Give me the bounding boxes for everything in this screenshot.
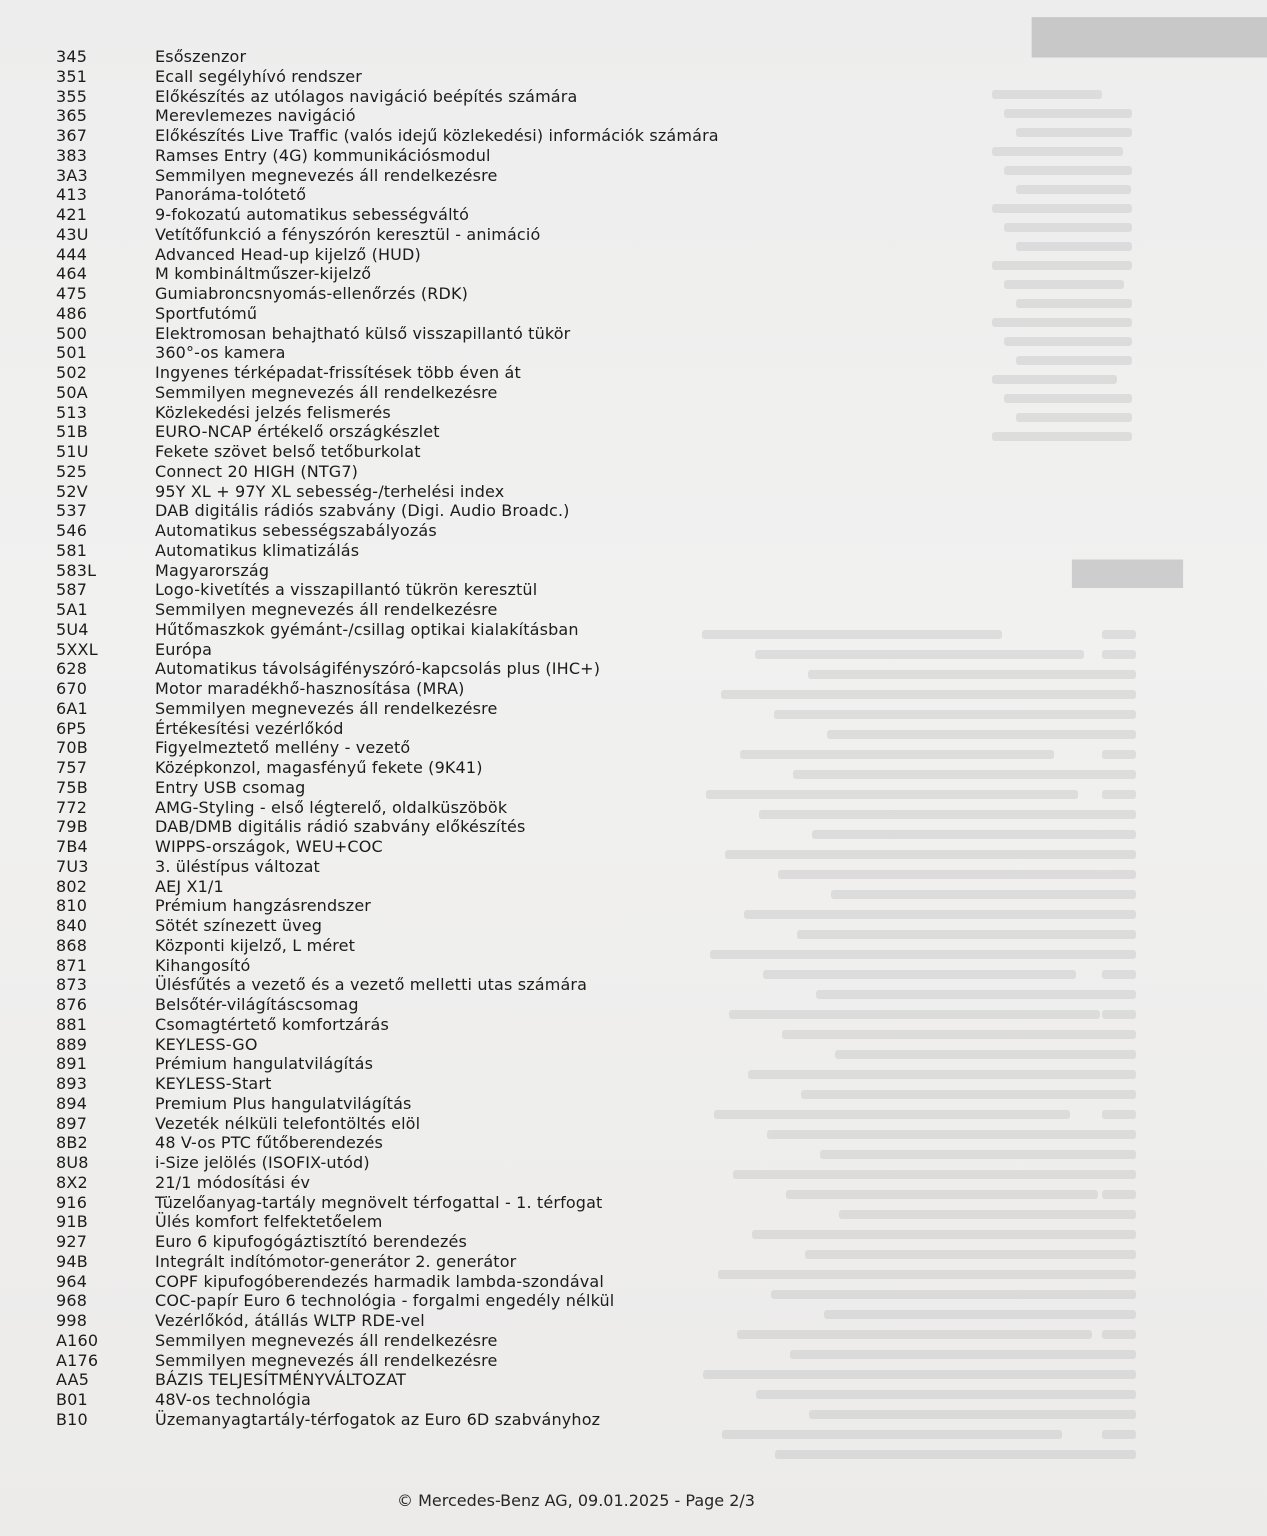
option-description: DAB/DMB digitális rádió szabvány előkészítés [155,817,526,837]
option-code: 670 [56,679,88,698]
option-row [0,442,1152,462]
option-description: Semmilyen megnevezés áll rendelkezésre [155,1330,498,1350]
option-code: 6A1 [56,698,88,718]
option-code: 365 [56,106,88,126]
option-code: 75B [56,777,88,797]
option-description: Közlekedési jelzés felismerés [155,402,391,422]
option-code: 475 [56,284,88,303]
option-code: 587 [56,580,88,600]
option-description: Előkészítés Live Traffic (valós idejű közlekedési) információk számára [155,126,719,145]
option-description: 48V-os technológia [155,1390,311,1409]
option-row [0,264,1152,284]
option-row [0,146,1152,166]
option-row [0,738,1152,758]
show-through-line [775,1450,1132,1459]
option-row [0,916,1152,936]
option-row [0,679,1152,699]
option-row [0,640,1152,660]
option-row [0,225,1152,245]
option-row [0,1291,1152,1311]
show-through-line [722,1430,1062,1439]
option-row [0,956,1152,976]
option-description: Entry USB csomag [155,777,306,797]
option-row [0,501,1152,521]
option-description: Előkészítés az utólagos navigáció beépítés számára [155,86,578,106]
option-description: Ramses Entry (4G) kommunikációsmodul [155,145,491,165]
option-description: Vezeték nélküli telefontöltés elöl [155,1113,421,1133]
option-description: Connect 20 HIGH (NTG7) [155,461,359,481]
option-row [0,422,1152,442]
option-description: DAB digitális rádiós szabvány (Digi. Audio Broadc.) [155,501,570,521]
option-code: 8B2 [56,1133,88,1153]
option-description: Ingyenes térképadat-frissítések több éven át [155,363,521,382]
option-code: 513 [56,402,88,422]
option-code: 871 [56,955,88,975]
option-code: 464 [56,264,88,284]
option-row [0,1252,1152,1272]
option-code: AA5 [56,1370,90,1390]
option-row [0,1212,1152,1232]
option-description: 360°-os kamera [155,343,286,363]
option-row [0,699,1152,719]
option-code: 79B [56,817,88,837]
option-description: Semmilyen megnevezés áll rendelkezésre [155,1350,498,1370]
option-code: 876 [56,995,88,1014]
option-description: Advanced Head-up kijelző (HUD) [155,244,421,264]
option-code: 8U8 [56,1153,89,1172]
option-description: Középkonzol, magasfényű fekete (9K41) [155,758,483,777]
option-row [0,877,1152,897]
option-code: 998 [56,1311,88,1330]
option-description: Belsőtér-világításcsomag [155,995,359,1014]
option-description: M kombináltműszer-kijelző [155,264,372,284]
option-row [0,837,1152,857]
option-code: 840 [56,916,88,935]
option-row [0,245,1152,265]
option-description: Semmilyen megnevezés áll rendelkezésre [155,600,498,619]
option-code: 6P5 [56,718,87,738]
option-description: COPF kipufogóberendezés harmadik lambda-szondával [155,1271,604,1291]
option-description: Prémium hangzásrendszer [155,896,372,916]
option-row [0,87,1152,107]
option-description: Merevlemezes navigáció [155,106,356,126]
option-description: Tüzelőanyag-tartály megnövelt térfogattal - 1. térfogat [155,1192,603,1212]
option-description: i-Size jelölés (ISOFIX-utód) [155,1153,370,1172]
option-code: 897 [56,1113,88,1133]
option-code: 894 [56,1093,88,1113]
show-through-code [1102,1430,1136,1439]
option-description: Ecall segélyhívó rendszer [155,66,362,86]
option-description: Ülésfűtés a vezető és a vezető melletti utas számára [155,975,588,995]
option-description: Vezérlőkód, átállás WLTP RDE-vel [155,1311,425,1330]
option-description: Semmilyen megnevezés áll rendelkezésre [155,165,498,185]
option-row [0,975,1152,995]
option-row [0,659,1152,679]
option-row [0,1015,1152,1035]
option-code: 628 [56,659,88,679]
option-row [0,758,1152,778]
option-code: 968 [56,1291,88,1311]
option-row [0,857,1152,877]
option-description: Elektromosan behajtható külső visszapillantó tükör [155,323,571,343]
option-code: 91B [56,1212,88,1232]
option-row [0,126,1152,146]
option-code: 537 [56,501,88,521]
option-description: Kihangosító [155,955,251,975]
option-code: 413 [56,185,88,205]
option-row [0,580,1152,600]
option-code: 94B [56,1251,88,1271]
option-code: 525 [56,461,88,481]
option-row [0,166,1152,186]
option-code: 964 [56,1271,88,1291]
option-code: 43U [56,224,89,244]
option-code: 873 [56,975,88,995]
option-description: Logo-kivetítés a visszapillantó tükrön keresztül [155,580,538,600]
option-description: Premium Plus hangulatvilágítás [155,1093,412,1113]
option-row [0,1370,1152,1390]
option-code: 70B [56,738,88,758]
option-row [0,363,1152,383]
option-code: 367 [56,126,88,145]
option-code: 581 [56,540,88,560]
option-code: 802 [56,876,88,896]
option-description: 3. üléstípus változat [155,856,320,876]
option-description: KEYLESS-GO [155,1034,258,1054]
option-code: 51U [56,442,89,461]
option-description: Magyarország [155,560,270,580]
option-row [0,1114,1152,1134]
option-row [0,462,1152,482]
option-description: KEYLESS-Start [155,1074,272,1093]
option-code: 7U3 [56,856,89,876]
option-code: 444 [56,244,88,264]
page-footer: © Mercedes-Benz AG, 09.01.2025 - Page 2/3 [397,1491,755,1510]
option-description: Panoráma-tolótető [155,185,307,205]
option-code: 927 [56,1232,88,1251]
option-row [0,403,1152,423]
option-row [0,1035,1152,1055]
option-code: 916 [56,1192,88,1212]
option-row [0,1054,1152,1074]
option-row [0,995,1152,1015]
option-code: 486 [56,303,88,323]
option-description: Automatikus klimatizálás [155,540,360,560]
option-description: Semmilyen megnevezés áll rendelkezésre [155,698,498,718]
option-description: Esőszenzor [155,47,247,66]
option-code: 351 [56,66,88,86]
option-code: 501 [56,343,88,363]
option-code: 772 [56,797,88,817]
option-description: Automatikus sebességszabályozás [155,521,437,540]
option-description: 95Y XL + 97Y XL sebesség-/terhelési index [155,481,505,501]
option-row [0,896,1152,916]
option-code: 757 [56,758,88,777]
option-row [0,284,1152,304]
option-description: Hűtőmaszkok gyémánt-/csillag optikai kialakításban [155,619,579,639]
option-row [0,1173,1152,1193]
option-code: 5A1 [56,600,88,619]
option-description: Ülés komfort felfektetőelem [155,1212,383,1232]
option-code: 546 [56,521,88,540]
option-description: 21/1 módosítási év [155,1172,311,1192]
option-code: B01 [56,1390,88,1409]
option-row [0,106,1152,126]
option-description: Gumiabroncsnyomás-ellenőrzés (RDK) [155,284,468,303]
option-row [0,1232,1152,1252]
option-code: 3A3 [56,165,88,185]
option-row [0,936,1152,956]
reverse-side-heading-2: ██████ [1072,560,1183,588]
show-through-code [1102,1450,1136,1459]
option-code: 383 [56,145,88,165]
option-row [0,1193,1152,1213]
option-description: Sportfutómű [155,303,258,323]
option-code: A160 [56,1330,99,1350]
option-row [0,620,1152,640]
option-code: 7B4 [56,837,88,856]
option-row [0,1311,1152,1331]
option-row [0,1390,1152,1410]
option-row [0,778,1152,798]
option-description: Üzemanyagtartály-térfogatok az Euro 6D szabványhoz [155,1409,601,1429]
option-description: AMG-Styling - első légterelő, oldalküszöbök [155,797,508,817]
option-description: Motor maradékhő-hasznosítása (MRA) [155,679,465,698]
option-description: Értékesítési vezérlőkód [155,718,344,738]
option-description: EURO-NCAP értékelő országkészlet [155,422,440,442]
option-row [0,521,1152,541]
option-row [0,798,1152,818]
option-row [0,1331,1152,1351]
option-row [0,1074,1152,1094]
option-description: Fekete szövet belső tetőburkolat [155,442,421,461]
option-description: WIPPS-országok, WEU+COC [155,837,383,856]
option-code: 502 [56,363,88,382]
option-row [0,324,1152,344]
option-row [0,1133,1152,1153]
option-code: 345 [56,47,88,66]
option-description: COC-papír Euro 6 technológia - forgalmi engedély nélkül [155,1291,615,1311]
option-row [0,482,1152,502]
option-row [0,1153,1152,1173]
option-row [0,541,1152,561]
option-row [0,600,1152,620]
option-description: Automatikus távolságifényszóró-kapcsolás plus (IHC+) [155,659,601,679]
option-description: 48 V-os PTC fűtőberendezés [155,1133,384,1153]
option-row [0,1410,1152,1430]
option-description: Semmilyen megnevezés áll rendelkezésre [155,382,498,402]
option-row [0,185,1152,205]
reverse-side-heading: █████████ [1032,18,1267,58]
option-description: AEJ X1/1 [155,876,224,896]
option-row [0,383,1152,403]
option-row [0,1272,1152,1292]
option-code: 52V [56,481,88,501]
option-row [0,67,1152,87]
option-row [0,561,1152,581]
option-description: Központi kijelző, L méret [155,935,356,955]
option-row [0,343,1152,363]
option-description: Euro 6 kipufogógáztisztító berendezés [155,1232,468,1251]
option-row [0,1351,1152,1371]
option-description: Vetítőfunkció a fényszórón keresztül - animáció [155,224,541,244]
option-code-list [0,47,1152,1430]
option-row [0,817,1152,837]
option-code: 8X2 [56,1172,88,1192]
option-row [0,1094,1152,1114]
option-code: 889 [56,1034,88,1054]
option-code: 881 [56,1014,88,1034]
option-description: Európa [155,639,213,659]
option-code: 810 [56,896,88,916]
option-description: Csomagtértető komfortzárás [155,1014,389,1034]
option-code: A176 [56,1350,99,1370]
option-row [0,47,1152,67]
option-code: 5U4 [56,619,89,639]
option-code: 355 [56,86,88,106]
option-description: Sötét színezett üveg [155,916,323,935]
option-description: Figyelmeztető mellény - vezető [155,738,411,758]
option-code: 51B [56,422,88,442]
option-description: BÁZIS TELJESÍTMÉNYVÁLTOZAT [155,1370,407,1390]
option-description: 9-fokozatú automatikus sebességváltó [155,205,470,224]
option-code: 891 [56,1054,88,1074]
option-code: 583L [56,560,97,580]
option-row [0,719,1152,739]
option-code: 868 [56,935,88,955]
option-code: 50A [56,382,88,402]
option-code: 421 [56,205,88,224]
option-row [0,205,1152,225]
option-description: Integrált indítómotor-generátor 2. generátor [155,1251,517,1271]
option-row [0,304,1152,324]
option-code: 893 [56,1074,88,1093]
option-description: Prémium hangulatvilágítás [155,1054,374,1074]
option-code: 5XXL [56,639,98,659]
option-code: B10 [56,1409,88,1429]
option-code: 500 [56,323,88,343]
